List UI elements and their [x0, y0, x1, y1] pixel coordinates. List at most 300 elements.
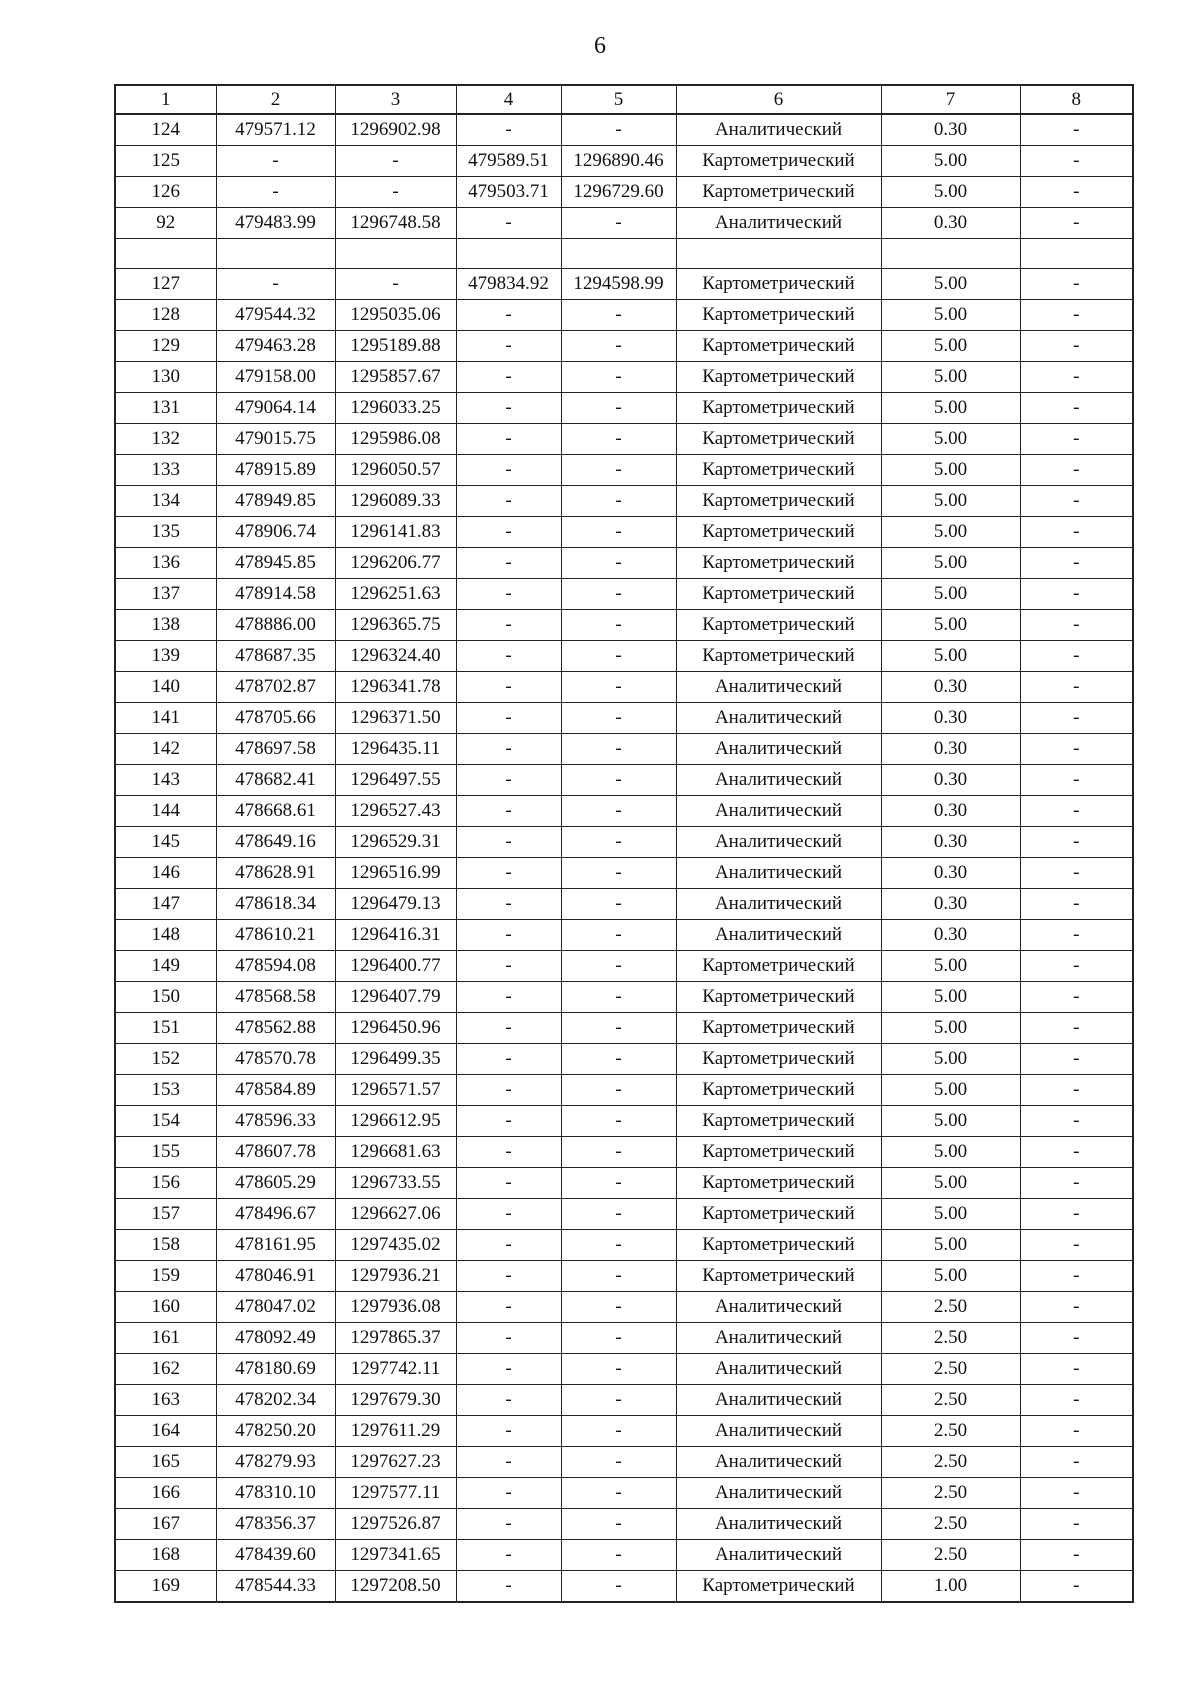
table-cell: -	[561, 1292, 676, 1323]
table-cell: -	[561, 1044, 676, 1075]
table-cell: 478202.34	[216, 1385, 335, 1416]
table-cell: 1296571.57	[335, 1075, 456, 1106]
table-cell: Картометрический	[676, 146, 881, 177]
table-row	[115, 1292, 1133, 1323]
table-cell: -	[561, 889, 676, 920]
table-cell: Аналитический	[676, 827, 881, 858]
table-cell: 5.00	[881, 1230, 1020, 1261]
table-cell: -	[1020, 362, 1133, 393]
table-cell: -	[456, 486, 561, 517]
table-cell: 5.00	[881, 951, 1020, 982]
table-cell: 163	[115, 1385, 216, 1416]
table-cell: Аналитический	[676, 734, 881, 765]
table-cell: 5.00	[881, 1044, 1020, 1075]
table-row	[115, 765, 1133, 796]
table-row	[115, 1199, 1133, 1230]
table-cell: -	[1020, 579, 1133, 610]
table-cell: -	[456, 1106, 561, 1137]
table-row	[115, 1106, 1133, 1137]
table-cell: 153	[115, 1075, 216, 1106]
table-cell: 1296371.50	[335, 703, 456, 734]
table-cell: 160	[115, 1292, 216, 1323]
table-row	[115, 889, 1133, 920]
table-cell: -	[1020, 889, 1133, 920]
table-cell: 1297627.23	[335, 1447, 456, 1478]
table-row	[115, 548, 1133, 579]
column-header: 8	[1020, 85, 1133, 114]
table-cell: 158	[115, 1230, 216, 1261]
table-row	[115, 579, 1133, 610]
table-cell: Картометрический	[676, 1137, 881, 1168]
table-cell: -	[1020, 1230, 1133, 1261]
table-row	[115, 1230, 1133, 1261]
table-cell: 5.00	[881, 1199, 1020, 1230]
table-cell: -	[456, 858, 561, 889]
table-cell: -	[1020, 517, 1133, 548]
table-cell: -	[1020, 1416, 1133, 1447]
table-cell: 478250.20	[216, 1416, 335, 1447]
table-cell: 478544.33	[216, 1571, 335, 1603]
table-cell: 478697.58	[216, 734, 335, 765]
table-cell: -	[561, 672, 676, 703]
table-cell: -	[561, 1571, 676, 1603]
table-cell: -	[1020, 1168, 1133, 1199]
table-cell: 152	[115, 1044, 216, 1075]
table-cell: Картометрический	[676, 982, 881, 1013]
table-row	[115, 486, 1133, 517]
table-cell: 0.30	[881, 672, 1020, 703]
table-cell: -	[456, 796, 561, 827]
table-cell: -	[1020, 734, 1133, 765]
table-cell: -	[561, 951, 676, 982]
table-cell: Аналитический	[676, 1385, 881, 1416]
table-cell: -	[1020, 114, 1133, 146]
table-cell: 1296497.55	[335, 765, 456, 796]
table-cell: 478702.87	[216, 672, 335, 703]
table-cell: 1296450.96	[335, 1013, 456, 1044]
table-cell: 1295986.08	[335, 424, 456, 455]
table-cell: 1296416.31	[335, 920, 456, 951]
table-cell: -	[1020, 269, 1133, 300]
table-cell: -	[561, 300, 676, 331]
table-cell: 136	[115, 548, 216, 579]
table-cell: -	[561, 796, 676, 827]
column-header: 3	[335, 85, 456, 114]
table-cell: 478687.35	[216, 641, 335, 672]
table-cell: -	[1020, 1261, 1133, 1292]
table-cell: 1296627.06	[335, 1199, 456, 1230]
table-cell: Аналитический	[676, 208, 881, 239]
table-cell: 1294598.99	[561, 269, 676, 300]
table-cell: 141	[115, 703, 216, 734]
table-cell: 2.50	[881, 1354, 1020, 1385]
table-cell: -	[1020, 920, 1133, 951]
table-cell: -	[1020, 1385, 1133, 1416]
table-cell: -	[456, 424, 561, 455]
table-cell: Аналитический	[676, 1478, 881, 1509]
table-cell: -	[456, 455, 561, 486]
table-cell: 478562.88	[216, 1013, 335, 1044]
table-cell: 131	[115, 393, 216, 424]
table-cell: 135	[115, 517, 216, 548]
table-cell: -	[456, 393, 561, 424]
table-cell: -	[1020, 300, 1133, 331]
table-cell: -	[456, 734, 561, 765]
table-cell: 478568.58	[216, 982, 335, 1013]
table-cell: 137	[115, 579, 216, 610]
table-cell: Картометрический	[676, 1075, 881, 1106]
table-cell: 478570.78	[216, 1044, 335, 1075]
table-cell: Аналитический	[676, 796, 881, 827]
table-cell: -	[561, 208, 676, 239]
table-cell: -	[1020, 1075, 1133, 1106]
table-cell: 0.30	[881, 889, 1020, 920]
table-cell: Аналитический	[676, 1354, 881, 1385]
table-cell: -	[456, 1571, 561, 1603]
table-cell: -	[561, 424, 676, 455]
table-cell: 1296479.13	[335, 889, 456, 920]
table-cell: 1296033.25	[335, 393, 456, 424]
table-cell: 1297577.11	[335, 1478, 456, 1509]
table-cell: 167	[115, 1509, 216, 1540]
table-cell: 124	[115, 114, 216, 146]
table-cell: 5.00	[881, 424, 1020, 455]
table-cell: -	[1020, 1571, 1133, 1603]
table-cell: Картометрический	[676, 393, 881, 424]
table-cell: 144	[115, 796, 216, 827]
table-cell: 478906.74	[216, 517, 335, 548]
table-row	[115, 1168, 1133, 1199]
column-header: 5	[561, 85, 676, 114]
table-cell: 5.00	[881, 1013, 1020, 1044]
table-cell: Картометрический	[676, 269, 881, 300]
table-cell: Картометрический	[676, 362, 881, 393]
table-body	[115, 114, 1133, 1602]
table-cell: -	[335, 269, 456, 300]
table-cell: 1297936.08	[335, 1292, 456, 1323]
table-cell: 478618.34	[216, 889, 335, 920]
table-cell: 126	[115, 177, 216, 208]
table-cell: -	[561, 610, 676, 641]
table-cell: -	[1020, 1137, 1133, 1168]
table-cell: -	[1020, 1354, 1133, 1385]
table-cell: Аналитический	[676, 1323, 881, 1354]
table-cell: Картометрический	[676, 951, 881, 982]
table-cell: -	[561, 1540, 676, 1571]
table-row	[115, 1509, 1133, 1540]
table-cell: -	[456, 1261, 561, 1292]
table-cell: -	[1020, 331, 1133, 362]
table-row-gap	[115, 239, 1133, 269]
table-cell: -	[456, 1075, 561, 1106]
table-row	[115, 1323, 1133, 1354]
table-cell: 165	[115, 1447, 216, 1478]
column-header: 6	[676, 85, 881, 114]
table-cell: 478046.91	[216, 1261, 335, 1292]
table-cell: 5.00	[881, 362, 1020, 393]
table-cell: 168	[115, 1540, 216, 1571]
table-cell: 479015.75	[216, 424, 335, 455]
table-cell: -	[1020, 672, 1133, 703]
table-cell: -	[1020, 393, 1133, 424]
table-cell: 2.50	[881, 1323, 1020, 1354]
table-cell: 478584.89	[216, 1075, 335, 1106]
table-cell: 150	[115, 982, 216, 1013]
table-cell: 5.00	[881, 455, 1020, 486]
table-cell: -	[456, 827, 561, 858]
table-cell: -	[456, 1416, 561, 1447]
table-cell: 2.50	[881, 1478, 1020, 1509]
table-cell: 478594.08	[216, 951, 335, 982]
table-cell: Картометрический	[676, 517, 881, 548]
table-cell: Аналитический	[676, 1416, 881, 1447]
table-cell: 1297611.29	[335, 1416, 456, 1447]
table-cell: 1296050.57	[335, 455, 456, 486]
table-cell: Картометрический	[676, 548, 881, 579]
table-cell: 132	[115, 424, 216, 455]
table-cell: Аналитический	[676, 1509, 881, 1540]
table-cell: -	[561, 1106, 676, 1137]
table-cell: -	[561, 827, 676, 858]
table-cell: Аналитический	[676, 703, 881, 734]
table-row	[115, 1044, 1133, 1075]
table-cell	[216, 239, 335, 269]
table-cell: Аналитический	[676, 114, 881, 146]
table-cell: Картометрический	[676, 1106, 881, 1137]
table-cell	[115, 239, 216, 269]
table-cell: -	[561, 1075, 676, 1106]
table-row	[115, 208, 1133, 239]
table-cell: 2.50	[881, 1447, 1020, 1478]
table-cell: 145	[115, 827, 216, 858]
table-cell: -	[456, 1137, 561, 1168]
table-cell: 5.00	[881, 579, 1020, 610]
table-cell	[881, 239, 1020, 269]
table-cell: 478628.91	[216, 858, 335, 889]
table-cell: -	[456, 672, 561, 703]
table-cell: 479834.92	[456, 269, 561, 300]
table-cell: -	[1020, 1447, 1133, 1478]
table-cell: Картометрический	[676, 300, 881, 331]
table-cell: Картометрический	[676, 177, 881, 208]
table-cell: 1296435.11	[335, 734, 456, 765]
table-cell: -	[456, 889, 561, 920]
table-cell: -	[216, 146, 335, 177]
table-cell: Аналитический	[676, 765, 881, 796]
table-cell: -	[456, 1447, 561, 1478]
table-cell: Картометрический	[676, 331, 881, 362]
table-cell: 5.00	[881, 982, 1020, 1013]
table-cell: -	[561, 331, 676, 362]
table-row	[115, 610, 1133, 641]
table-cell: 1296527.43	[335, 796, 456, 827]
table-cell: Картометрический	[676, 1168, 881, 1199]
table-cell: 0.30	[881, 734, 1020, 765]
table-cell: 1296407.79	[335, 982, 456, 1013]
table-cell: 1296251.63	[335, 579, 456, 610]
table-cell: -	[561, 1354, 676, 1385]
table-row	[115, 146, 1133, 177]
table-cell: 5.00	[881, 610, 1020, 641]
table-cell: 478886.00	[216, 610, 335, 641]
table-cell: 0.30	[881, 765, 1020, 796]
table-cell: 1296733.55	[335, 1168, 456, 1199]
table-row	[115, 1447, 1133, 1478]
table-cell: 478705.66	[216, 703, 335, 734]
table-cell: -	[1020, 1013, 1133, 1044]
table-cell: 5.00	[881, 1106, 1020, 1137]
table-cell: 1296681.63	[335, 1137, 456, 1168]
table-cell: -	[1020, 610, 1133, 641]
table-cell: 2.50	[881, 1292, 1020, 1323]
table-cell: 1296748.58	[335, 208, 456, 239]
table-cell: 478605.29	[216, 1168, 335, 1199]
table-cell: -	[561, 1447, 676, 1478]
table-cell: 478496.67	[216, 1199, 335, 1230]
table-cell: 0.30	[881, 703, 1020, 734]
table-cell: 155	[115, 1137, 216, 1168]
table-cell: Картометрический	[676, 1013, 881, 1044]
table-cell: -	[456, 114, 561, 146]
table-cell: 478607.78	[216, 1137, 335, 1168]
table-cell: Картометрический	[676, 1199, 881, 1230]
table-cell: -	[456, 548, 561, 579]
table-cell: 1296529.31	[335, 827, 456, 858]
page-number: 6	[594, 33, 606, 59]
table-cell: 478279.93	[216, 1447, 335, 1478]
table-cell: 479064.14	[216, 393, 335, 424]
table-cell: -	[561, 517, 676, 548]
table-cell: 0.30	[881, 208, 1020, 239]
table-cell: 156	[115, 1168, 216, 1199]
table-cell: -	[1020, 1540, 1133, 1571]
table-cell: 479483.99	[216, 208, 335, 239]
table-cell: -	[456, 1540, 561, 1571]
table-cell: -	[456, 920, 561, 951]
table-row	[115, 269, 1133, 300]
table-cell: 139	[115, 641, 216, 672]
table-cell: -	[456, 641, 561, 672]
table-cell: 159	[115, 1261, 216, 1292]
table-cell: -	[561, 1416, 676, 1447]
table-cell: 164	[115, 1416, 216, 1447]
table-cell: -	[456, 765, 561, 796]
table-cell: 169	[115, 1571, 216, 1603]
table-cell: -	[456, 1509, 561, 1540]
table-cell: 2.50	[881, 1385, 1020, 1416]
table-cell: 5.00	[881, 1137, 1020, 1168]
table-cell: 1295857.67	[335, 362, 456, 393]
table-cell: -	[1020, 177, 1133, 208]
table-cell: 479503.71	[456, 177, 561, 208]
table-cell: 1295189.88	[335, 331, 456, 362]
table-cell: Аналитический	[676, 858, 881, 889]
table-cell: 479158.00	[216, 362, 335, 393]
table-cell: -	[216, 269, 335, 300]
table-cell: -	[456, 331, 561, 362]
table-cell: -	[561, 920, 676, 951]
table-row	[115, 1013, 1133, 1044]
table-row	[115, 920, 1133, 951]
table-cell: -	[561, 393, 676, 424]
table-cell: 5.00	[881, 548, 1020, 579]
table-cell: Картометрический	[676, 1044, 881, 1075]
table-cell: -	[456, 1385, 561, 1416]
table-row	[115, 672, 1133, 703]
table-cell: 478610.21	[216, 920, 335, 951]
table-cell: -	[1020, 1106, 1133, 1137]
table-row	[115, 1478, 1133, 1509]
table-cell: Картометрический	[676, 486, 881, 517]
table-cell: -	[456, 1292, 561, 1323]
table-cell: 1296729.60	[561, 177, 676, 208]
table-row	[115, 951, 1133, 982]
table-cell: 479589.51	[456, 146, 561, 177]
table-cell: 0.30	[881, 920, 1020, 951]
table-cell: 0.30	[881, 858, 1020, 889]
table-cell: 0.30	[881, 796, 1020, 827]
table-cell: -	[456, 517, 561, 548]
table-cell: -	[456, 208, 561, 239]
table-cell: 138	[115, 610, 216, 641]
table-cell: 146	[115, 858, 216, 889]
table-cell: 134	[115, 486, 216, 517]
table-cell: 154	[115, 1106, 216, 1137]
table-cell: 1296341.78	[335, 672, 456, 703]
table-cell: -	[561, 1261, 676, 1292]
table-cell: 1297742.11	[335, 1354, 456, 1385]
table-cell: Картометрический	[676, 1571, 881, 1603]
table-cell: 479463.28	[216, 331, 335, 362]
table-cell: Аналитический	[676, 1447, 881, 1478]
table-row	[115, 1075, 1133, 1106]
table-cell: 5.00	[881, 641, 1020, 672]
table-cell: Аналитический	[676, 889, 881, 920]
table-cell: 133	[115, 455, 216, 486]
table-cell: -	[1020, 951, 1133, 982]
table-cell: -	[335, 177, 456, 208]
table-cell: 125	[115, 146, 216, 177]
table-cell: -	[1020, 1044, 1133, 1075]
table-row	[115, 177, 1133, 208]
table-cell: -	[1020, 765, 1133, 796]
table-cell: 5.00	[881, 1075, 1020, 1106]
table-cell: 2.50	[881, 1416, 1020, 1447]
table-cell: -	[456, 610, 561, 641]
table-cell: Картометрический	[676, 455, 881, 486]
table-cell: -	[456, 1168, 561, 1199]
table-cell: Аналитический	[676, 1540, 881, 1571]
table-cell: 5.00	[881, 269, 1020, 300]
table-cell: -	[561, 982, 676, 1013]
table-cell: 479544.32	[216, 300, 335, 331]
table-cell: -	[561, 455, 676, 486]
table-cell: -	[456, 300, 561, 331]
table-header-row	[115, 85, 1133, 114]
coordinates-table	[114, 84, 1134, 1603]
table-cell: 0.30	[881, 827, 1020, 858]
table-cell: -	[1020, 796, 1133, 827]
table-cell: 478914.58	[216, 579, 335, 610]
table-row	[115, 1571, 1133, 1603]
table-cell: 157	[115, 1199, 216, 1230]
table-cell: 5.00	[881, 1168, 1020, 1199]
table-row	[115, 114, 1133, 146]
table-cell: 478180.69	[216, 1354, 335, 1385]
column-header: 4	[456, 85, 561, 114]
table-cell: 478596.33	[216, 1106, 335, 1137]
table-cell: 478356.37	[216, 1509, 335, 1540]
